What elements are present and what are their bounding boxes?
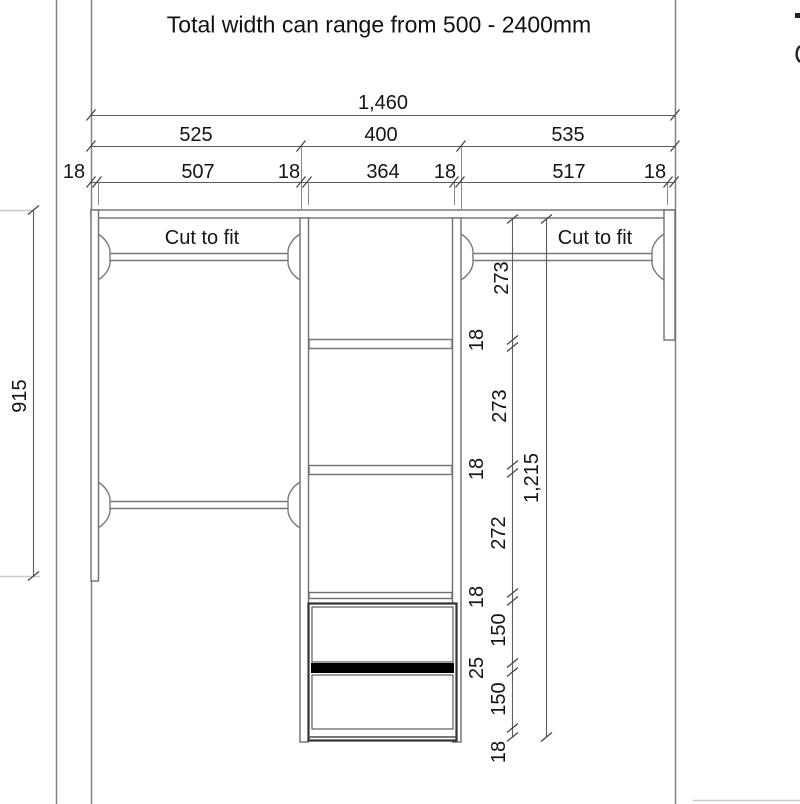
left-divider-panel: [300, 218, 309, 742]
dim-interior-507: 507: [181, 161, 215, 183]
cut-to-fit-label-right: Cut to fit: [557, 227, 633, 249]
cut-to-fit-label-left: Cut to fit: [164, 227, 240, 249]
rod-bracket: [98, 482, 110, 528]
dim-right-273-b: 273: [489, 389, 511, 423]
dim-panel-18-a: 18: [62, 161, 86, 183]
fragment-paren: [797, 46, 800, 62]
dim-interior-364: 364: [366, 161, 400, 183]
drawer-unit: [309, 604, 457, 741]
drawing-title: Total width can range from 500 - 2400mm: [166, 11, 592, 38]
dim-panel-18-c: 18: [433, 161, 457, 183]
dim-left-height-915: 915: [9, 379, 31, 413]
dim-right-18-c: 18: [466, 585, 488, 609]
rod-bracket: [652, 234, 664, 280]
middle-shelf-1: [309, 340, 452, 349]
dim-right-18-a: 18: [466, 328, 488, 352]
dim-right-total-1215: 1,215: [521, 452, 543, 504]
right-side-panel: [664, 210, 675, 340]
rod-bracket: [288, 482, 300, 528]
dim-right-18-d: 18: [488, 740, 510, 764]
dim-bay-middle: 400: [364, 124, 398, 146]
dim-right-18-b: 18: [466, 457, 488, 481]
dim-right-273-a: 273: [491, 261, 513, 295]
hanging-rods: [98, 234, 664, 528]
dim-interior-517: 517: [552, 161, 586, 183]
dim-right-150-b: 150: [488, 682, 510, 716]
fragment-dash: [795, 13, 800, 18]
middle-shelf-2: [309, 466, 452, 475]
dim-bay-left: 525: [179, 124, 213, 146]
dim-right-25: 25: [466, 656, 488, 680]
drawer-front-top: [312, 607, 453, 662]
dim-right-150-a: 150: [488, 613, 510, 647]
drawer-front-bottom: [312, 675, 453, 729]
dim-overall-width: 1,460: [357, 92, 409, 114]
top-panel: [91, 210, 675, 218]
cropped-edge-fragments: [795, 13, 800, 62]
dim-panel-18-b: 18: [277, 161, 301, 183]
left-side-panel: [91, 210, 99, 581]
rod-bracket: [98, 234, 110, 280]
drawer-gap-band: [311, 663, 454, 673]
dim-bay-right: 535: [551, 124, 585, 146]
dim-panel-18-d: 18: [643, 161, 667, 183]
middle-shelf-3: [309, 593, 452, 599]
dim-right-272: 272: [488, 516, 510, 550]
rod-bracket: [288, 234, 300, 280]
rod-bracket: [461, 234, 473, 280]
